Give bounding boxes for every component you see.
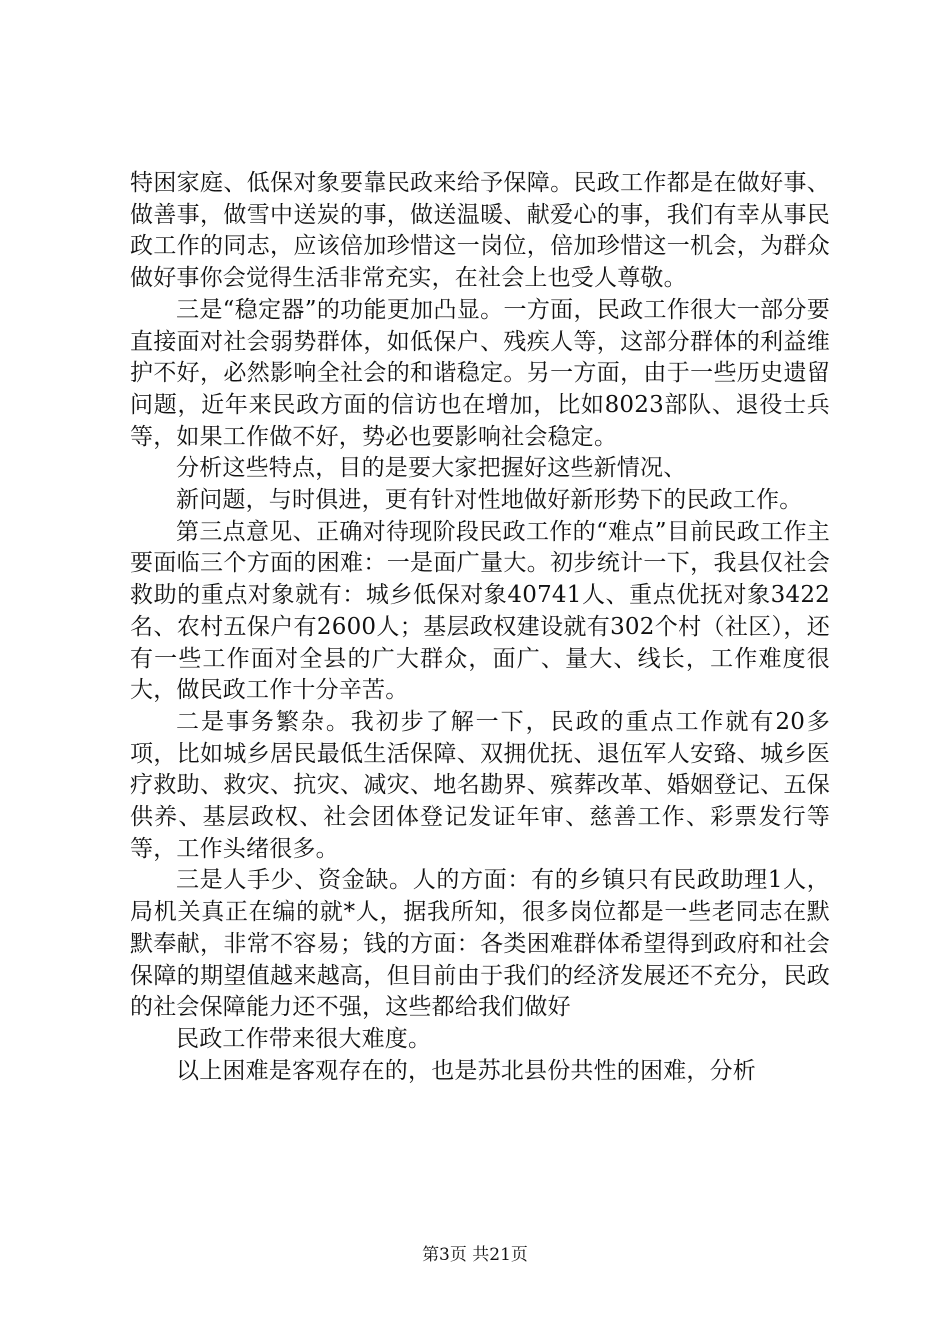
paragraph-2: 三是“稳定器”的功能更加凸显。一方面，民政工作很大一部分要直接面对社会弱势群体，如低保户、残疾人等，这部分群体的利益维护不好，必然影响全社会的和谐稳定。另一方面，由于一些历史遗留问题，近年来民政方面的信访也在增加，比如8023部队、退役士兵等，如果工作做不好，势必也要影响社会稳定。 — [130, 296, 830, 450]
page-number-footer: 第3页 共21页 — [422, 1245, 528, 1265]
paragraph-5: 第三点意见、正确对待现阶段民政工作的“难点”目前民政工作主要面临三个方面的困难：一是面广量大。初步统计一下，我县仅社会救助的重点对象就有：城乡低保对象40741人、重点优抚对象3422名、农村五保户有2600人；基层政权建设就有302个村（社区），还有一些工作面对全县的广大群众，面广、量大、线长，工作难度很大，做民政工作十分辛苦。 — [130, 518, 830, 704]
paragraph-1: 特困家庭、低保对象要靠民政来给予保障。民政工作都是在做好事、做善事，做雪中送炭的事，做送温暖、献爱心的事，我们有幸从事民政工作的同志，应该倍加珍惜这一岗位，倍加珍惜这一机会，为群众做好事你会觉得生活非常充实，在社会上也受人尊敬。 — [130, 170, 830, 292]
paragraph-9: 以上困难是客观存在的，也是苏北县份共性的困难，分析 — [176, 1057, 756, 1084]
paragraph-4: 新问题，与时俱进，更有针对性地做好新形势下的民政工作。 — [176, 487, 803, 514]
paragraph-6: 二是事务繁杂。我初步了解一下，民政的重点工作就有20多项，比如城乡居民最低生活保障、双拥优抚、退伍军人安臵、城乡医疗救助、救灾、抗灾、减灾、地名勘界、殡葬改革、婚姻登记、五保供养、基层政权、社会团体登记发证年审、慈善工作、彩票发行等等，工作头绪很多。 — [130, 708, 830, 862]
document-body — [130, 168, 830, 1087]
paragraph-3: 分析这些特点，目的是要大家把握好这些新情况、 — [176, 455, 687, 482]
paragraph-7: 三是人手少、资金缺。人的方面：有的乡镇只有民政助理1人，局机关真正在编的就*人，据我所知，很多岗位都是一些老同志在默默奉献，非常不容易；钱的方面：各类困难群体希望得到政府和社会保障的期望值越来越高，但目前由于我们的经济发展还不充分，民政的社会保障能力还不强，这些都给我们做好 — [130, 867, 830, 1021]
paragraph-8: 民政工作带来很大难度。 — [176, 1025, 432, 1052]
